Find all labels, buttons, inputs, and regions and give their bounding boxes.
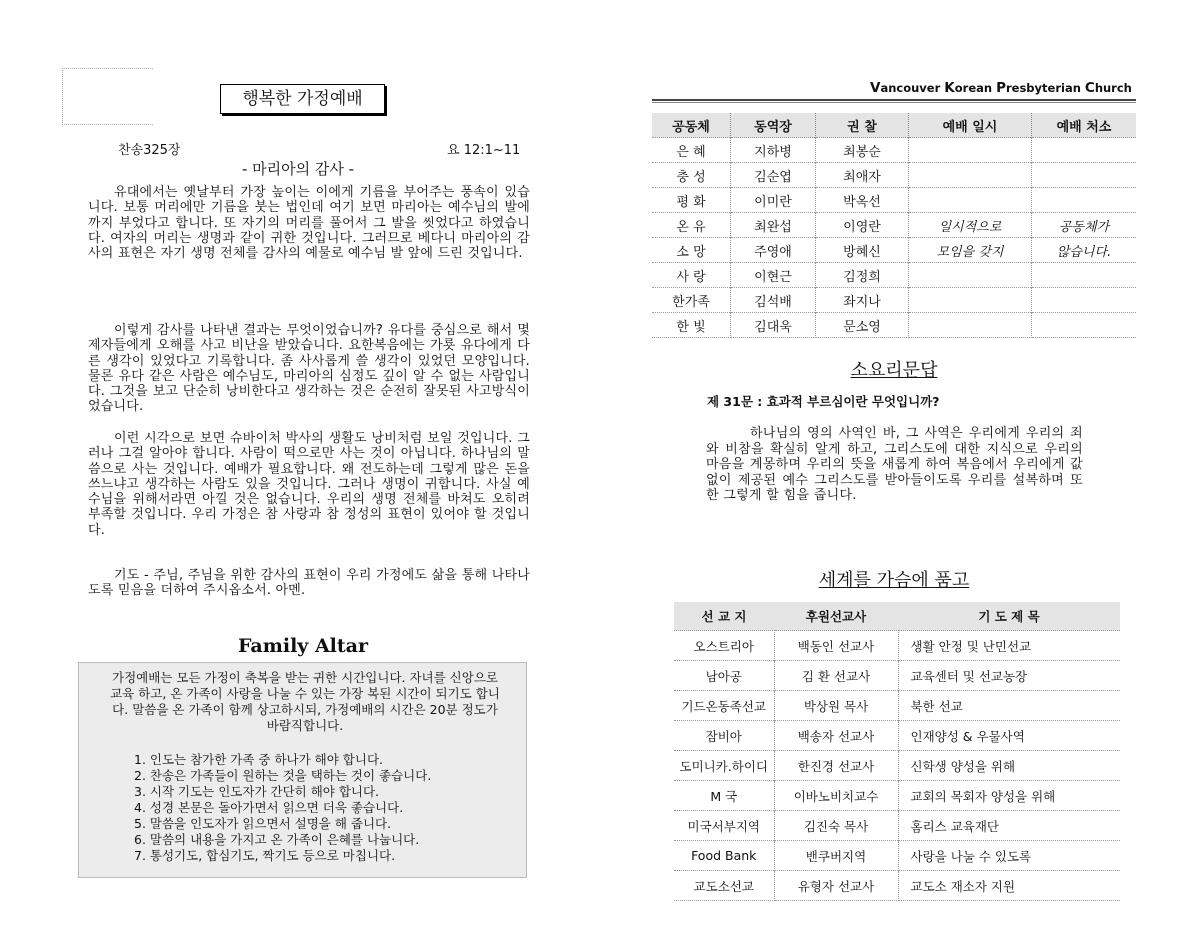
list-item: 5. 말씀을 인도자가 읽으면서 설명을 해 줍니다. [134,816,392,831]
table-cell [1032,288,1137,313]
page-title: 행복한 가정예배 [220,84,385,114]
table-header-row [652,113,1136,138]
table-cell: 김정희 [816,263,909,288]
table-row [652,238,1136,263]
list-item: 2. 찬송은 가족들이 원하는 것을 택하는 것이 좋습니다. [134,768,432,783]
table-cell: 북한 선교 [898,691,1120,721]
table-cell: 김대욱 [731,313,816,338]
family-altar-rules [134,752,431,864]
catechism-answer [706,426,1083,504]
column-header: 후원선교사 [774,602,898,631]
table-cell: M 국 [674,781,774,811]
sermon-paragraph-3 [88,431,530,538]
list-item: 4. 성경 본문은 돌아가면서 읽으면 더욱 좋습니다. [134,800,404,815]
column-header: 기 도 제 목 [898,602,1120,631]
table-cell: 방혜신 [816,238,909,263]
table-row [674,751,1120,781]
table-cell: 좌지나 [816,288,909,313]
table-cell [1032,138,1137,163]
table-cell: 문소영 [816,313,909,338]
table-row [674,781,1120,811]
table-cell: 사랑을 나눌 수 있도록 [898,841,1120,871]
table-cell: 충 성 [652,163,731,188]
paragraph-text: 유대에서는 옛날부터 가장 높이는 이에게 기름을 부어주는 풍속이 있습니다. 보통 머리에만 기름을 붓는 법인데 여기 보면 마리아는 예수님의 발에까지 부었다고 합니다. 또 자기의 머리를 풀어서 그 발을 씻었다고 하였습니다. 여자의 머리는 생명과 같이 귀한 것입니다. 그러므로 베다니 마리아의 감사의 표현은 자기 생명 전체를 감사의 예물로 예수님 발 앞에 드린 것입니다. [88,185,530,262]
church-name: Vancouver Korean Presbyterian Church [870,80,1132,96]
placeholder-box [62,68,153,125]
table-cell [909,188,1032,213]
table-row [652,138,1136,163]
table-cell: 한 빛 [652,313,731,338]
sermon-paragraph-1 [88,185,530,261]
table-cell: 밴쿠버지역 [774,841,898,871]
paragraph-text: 하나님의 영의 사역인 바, 그 사역은 우리에게 우리의 죄와 비참을 확실히 알게 하고, 그리스도에 대한 지식으로 우리의 마음을 계몽하며 우리의 뜻을 새롭게 하여 복음에서 우리에게 값없이 제공된 예수 그리스도를 받아들이도록 우리를 설복하며 또한 그렇게 할 힘을 줍니다. [706,426,1083,503]
column-header: 예배 처소 [1032,113,1137,138]
column-header: 예배 일시 [909,113,1032,138]
table-cell: 김순엽 [731,163,816,188]
table-cell: 최봉순 [816,138,909,163]
table-cell: 이바노비치교수 [774,781,898,811]
table-row [674,841,1120,871]
table-cell: 홈리스 교육재단 [898,811,1120,841]
table-cell: 백송자 선교사 [774,721,898,751]
table-cell: 이영란 [816,213,909,238]
table-cell: 이현근 [731,263,816,288]
column-header: 동역장 [731,113,816,138]
hymn-number: 찬송325장 [118,143,181,158]
column-header: 공동체 [652,113,731,138]
table-row [652,263,1136,288]
table-row [652,163,1136,188]
table-cell: 온 유 [652,213,731,238]
table-row [652,213,1136,238]
table-cell: 주영애 [731,238,816,263]
column-header: 선 교 지 [674,602,774,631]
table-cell [909,138,1032,163]
family-altar-title: Family Altar [237,635,368,657]
table-cell [909,163,1032,188]
table-row [652,288,1136,313]
table-row [652,188,1136,213]
sermon-subtitle [0,158,600,179]
table-cell [1032,163,1137,188]
table-cell: 일시적으로 [909,213,1032,238]
table-row [674,661,1120,691]
table-cell: Food Bank [674,841,774,871]
table-cell: 공동체가 [1032,213,1137,238]
community-table [652,113,1136,338]
table-cell: 잠비아 [674,721,774,751]
family-altar-intro: 가정예배는 모든 가정이 축복을 받는 귀한 시간입니다. 자녀를 신앙으로 교육 하고, 온 가족이 사랑을 나눌 수 있는 가장 복된 시간이 되기도 합니다. 말씀을 온 가족이 함께 상고하시되, 가정예배의 시간은 20분 정도가 바람직합니다. [110,670,500,733]
header-rule [652,99,1136,103]
table-cell [1032,313,1137,338]
table-cell: 최완섭 [731,213,816,238]
table-row [674,811,1120,841]
table-cell: 생활 안정 및 난민선교 [898,631,1120,661]
missions-title: 세계를 가슴에 품고 [818,570,970,591]
prayer-paragraph [88,568,530,599]
table-cell: 기드온동족선교 [674,691,774,721]
table-cell: 박옥선 [816,188,909,213]
table-cell: 남아공 [674,661,774,691]
list-item: 1. 인도는 참가한 가족 중 하나가 해야 합니다. [134,752,383,767]
table-cell: 미국서부지역 [674,811,774,841]
scripture-reference: 요 12:1~11 [447,143,521,158]
table-cell: 교육센터 및 선교농장 [898,661,1120,691]
table-cell: 오스트리아 [674,631,774,661]
table-cell: 교회의 목회자 양성을 위해 [898,781,1120,811]
table-cell [909,313,1032,338]
paragraph-text: 이렇게 감사를 나타낸 결과는 무엇이었습니까? 유다를 중심으로 해서 몇 제자들에게 오해를 사고 비난을 받았습니다. 요한복음에는 가룟 유다에게 다른 생각이 있었다고 기록합니다. 좀 사사롭게 쓸 생각이 있었던 모양입니다. 물론 유다 같은 사람은 예수님도, 마리아의 심정도 깊이 알 수 없는 사람입니다. 그것을 보고 단순히 낭비한다고 생각하는 것은 순전히 잘못된 사고방식이었습니다. [88,323,530,415]
table-cell: 유형자 선교사 [774,871,898,901]
table-cell [909,263,1032,288]
catechism-title: 소요리문답 [850,360,938,381]
table-cell: 김진숙 목사 [774,811,898,841]
table-cell: 교도소 재소자 지원 [898,871,1120,901]
table-cell: 박상원 목사 [774,691,898,721]
table-cell: 평 화 [652,188,731,213]
table-cell: 않습니다. [1032,238,1137,263]
paragraph-text: 이런 시각으로 보면 슈바이처 박사의 생활도 낭비처럼 보일 것입니다. 그러나 그걸 알아야 합니다. 사람이 떡으로만 사는 것이 아닙니다. 하나님의 말씀으로 사는 것입니다. 예배가 필요합니다. 왜 전도하는데 그렇게 많은 돈을 쓰느냐고 생각하는 사람도 있을 것입니다. 그러나 생명이 귀합니다. 사실 예수님을 위해서라면 아낄 것은 없습니다. 우리의 생명 전체를 바쳐도 오히려 부족할 것입니다. 우리 가정은 참 사랑과 참 정성의 표현이 있어야 할 것입니다. [88,431,530,538]
column-header: 권 찰 [816,113,909,138]
list-item: 6. 말씀의 내용을 가지고 온 가족이 은혜를 나눕니다. [134,832,420,847]
table-cell: 최애자 [816,163,909,188]
table-cell: 신학생 양성을 위해 [898,751,1120,781]
table-cell: 교도소선교 [674,871,774,901]
table-cell: 이미란 [731,188,816,213]
table-row [674,691,1120,721]
sermon-paragraph-2 [88,323,530,415]
table-row [652,313,1136,338]
table-cell: 사 랑 [652,263,731,288]
table-row [674,631,1120,661]
table-cell [909,288,1032,313]
table-cell: 모임을 갖지 [909,238,1032,263]
sermon-subtitle-text: - 마리아의 감사 - [241,160,355,178]
table-cell: 백동인 선교사 [774,631,898,661]
table-cell: 김석배 [731,288,816,313]
table-header-row [674,602,1120,631]
missions-table [674,602,1120,901]
list-item: 3. 시작 기도는 인도자가 간단히 해야 합니다. [134,784,380,799]
catechism-question: 제 31문 : 효과적 부르심이란 무엇입니까? [707,394,940,409]
table-cell: 소 망 [652,238,731,263]
list-item: 7. 통성기도, 합심기도, 짝기도 등으로 마칩니다. [134,848,396,863]
table-cell: 한가족 [652,288,731,313]
table-cell: 은 혜 [652,138,731,163]
table-cell [1032,188,1137,213]
table-cell: 지하병 [731,138,816,163]
paragraph-text: 기도 - 주님, 주님을 위한 감사의 표현이 우리 가정에도 삶을 통해 나타나도록 믿음을 더하여 주시옵소서. 아멘. [88,568,530,599]
table-row [674,871,1120,901]
table-cell: 도미니카.하이디 [674,751,774,781]
table-cell: 인재양성 & 우물사역 [898,721,1120,751]
table-cell [1032,263,1137,288]
table-cell: 한진경 선교사 [774,751,898,781]
table-row [674,721,1120,751]
table-cell: 김 환 선교사 [774,661,898,691]
